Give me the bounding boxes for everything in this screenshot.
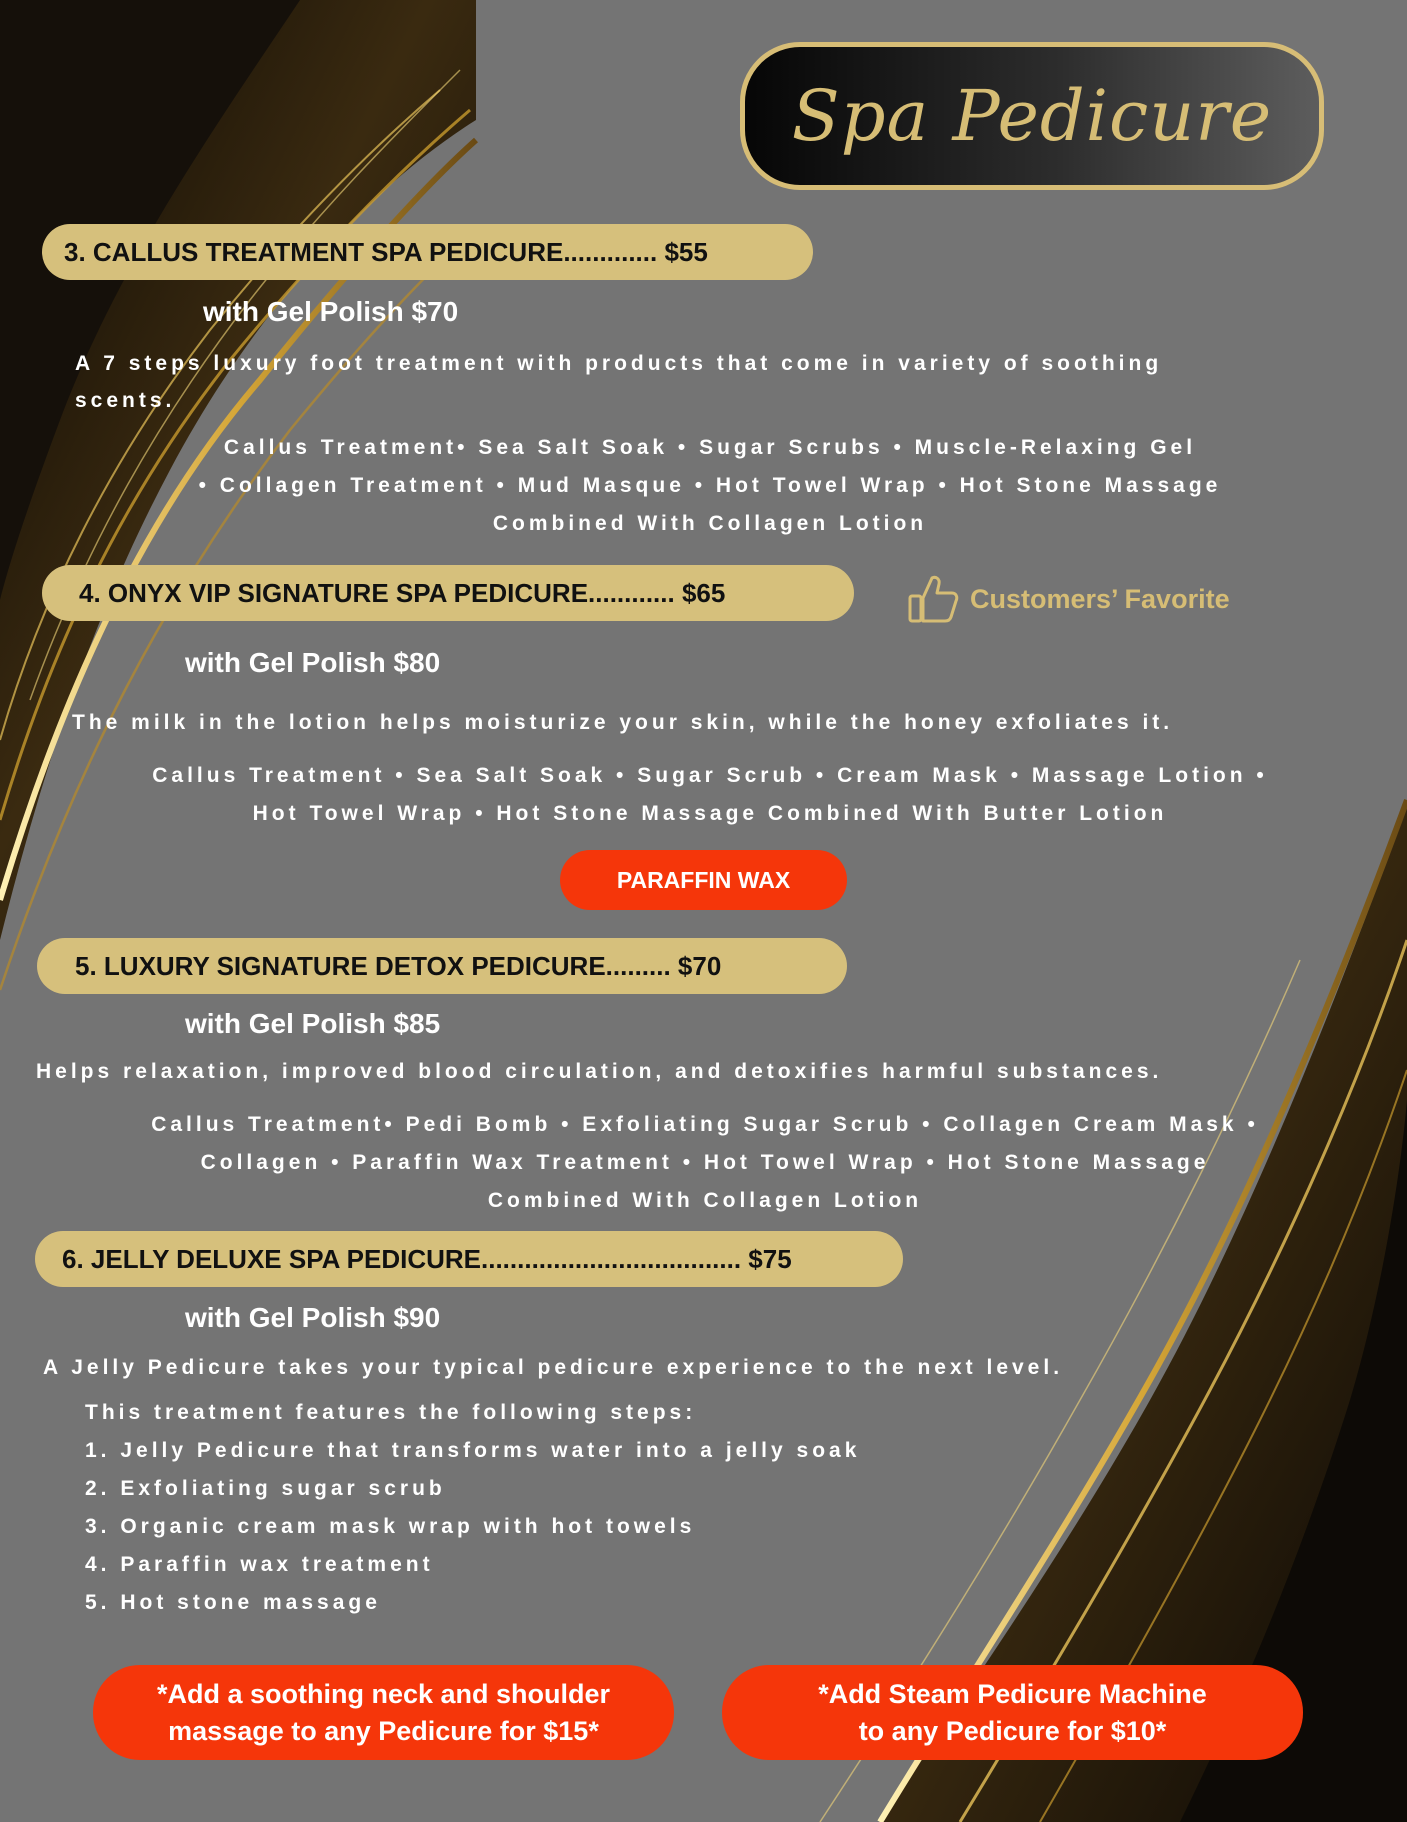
steps-line: Callus Treatment• Pedi Bomb • Exfoliating Sugar Scrub • Collagen Cream Mask • (151, 1113, 1259, 1136)
page-title: Spa Pedicure (791, 75, 1273, 157)
list-item: This treatment features the following steps: (85, 1401, 697, 1424)
gel-price-6: with Gel Polish $90 (185, 1302, 441, 1333)
addon-line: to any Pedicure for $10* (858, 1716, 1167, 1746)
title-badge (740, 42, 1324, 190)
addon-line: massage to any Pedicure for $15* (168, 1716, 599, 1746)
service-heading-4: 4. ONYX VIP SIGNATURE SPA PEDICURE............ $65 (42, 565, 854, 621)
list-item: 1. Jelly Pedicure that transforms water into a jelly soak (85, 1439, 861, 1462)
description-4: The milk in the lotion helps moisturize your skin, while the honey exfoliates it. (72, 711, 1174, 734)
service-heading-5: 5. LUXURY SIGNATURE DETOX PEDICURE......... $70 (37, 938, 847, 994)
addon-line: *Add Steam Pedicure Machine (818, 1679, 1207, 1709)
customers-favorite (908, 574, 1230, 624)
steps-line: Collagen • Paraffin Wax Treatment • Hot Towel Wrap • Hot Stone Massage (200, 1151, 1210, 1174)
description-6: A Jelly Pedicure takes your typical pedicure experience to the next level. (43, 1356, 1064, 1379)
steps-line: • Collagen Treatment • Mud Masque • Hot Towel Wrap • Hot Stone Massage (198, 474, 1222, 497)
gel-price-4: with Gel Polish $80 (185, 647, 441, 678)
jelly-steps-list (85, 1394, 860, 1622)
service-heading-3: 3. CALLUS TREATMENT SPA PEDICURE............. $55 (42, 224, 813, 280)
steps-line: Combined With Collagen Lotion (492, 512, 928, 535)
paraffin-wax-badge: PARAFFIN WAX (560, 850, 847, 910)
list-item: 4. Paraffin wax treatment (85, 1553, 434, 1576)
service-heading-6: 6. JELLY DELUXE SPA PEDICURE.................................... $75 (35, 1231, 903, 1287)
gel-price-5: with Gel Polish $85 (185, 1008, 441, 1039)
description-3: A 7 steps luxury foot treatment with products that come in variety of soothing scents. (75, 352, 1163, 412)
steps-4 (40, 757, 1380, 833)
list-item: 5. Hot stone massage (85, 1591, 381, 1614)
steps-line: Combined With Collagen Lotion (487, 1189, 923, 1212)
list-item: 2. Exfoliating sugar scrub (85, 1477, 446, 1500)
steps-line: Callus Treatment • Sea Salt Soak • Sugar Scrub • Cream Mask • Massage Lotion • (152, 764, 1268, 787)
steps-5 (30, 1106, 1380, 1220)
addon-line: *Add a soothing neck and shoulder (156, 1679, 611, 1709)
steps-line: Hot Towel Wrap • Hot Stone Massage Combined With Butter Lotion (252, 802, 1168, 825)
description-5: Helps relaxation, improved blood circulation, and detoxifies harmful substances. (36, 1060, 1163, 1083)
list-item: 3. Organic cream mask wrap with hot towels (85, 1515, 696, 1538)
gel-price-3: with Gel Polish $70 (203, 296, 459, 327)
steps-line: Callus Treatment• Sea Salt Soak • Sugar Scrubs • Muscle-Relaxing Gel (223, 436, 1197, 459)
steam-machine-addon (722, 1665, 1303, 1760)
steps-3 (60, 429, 1360, 543)
thumbs-up-icon (908, 574, 960, 624)
neck-massage-addon (93, 1665, 674, 1760)
customers-favorite-label: Customers’ Favorite (970, 583, 1230, 614)
